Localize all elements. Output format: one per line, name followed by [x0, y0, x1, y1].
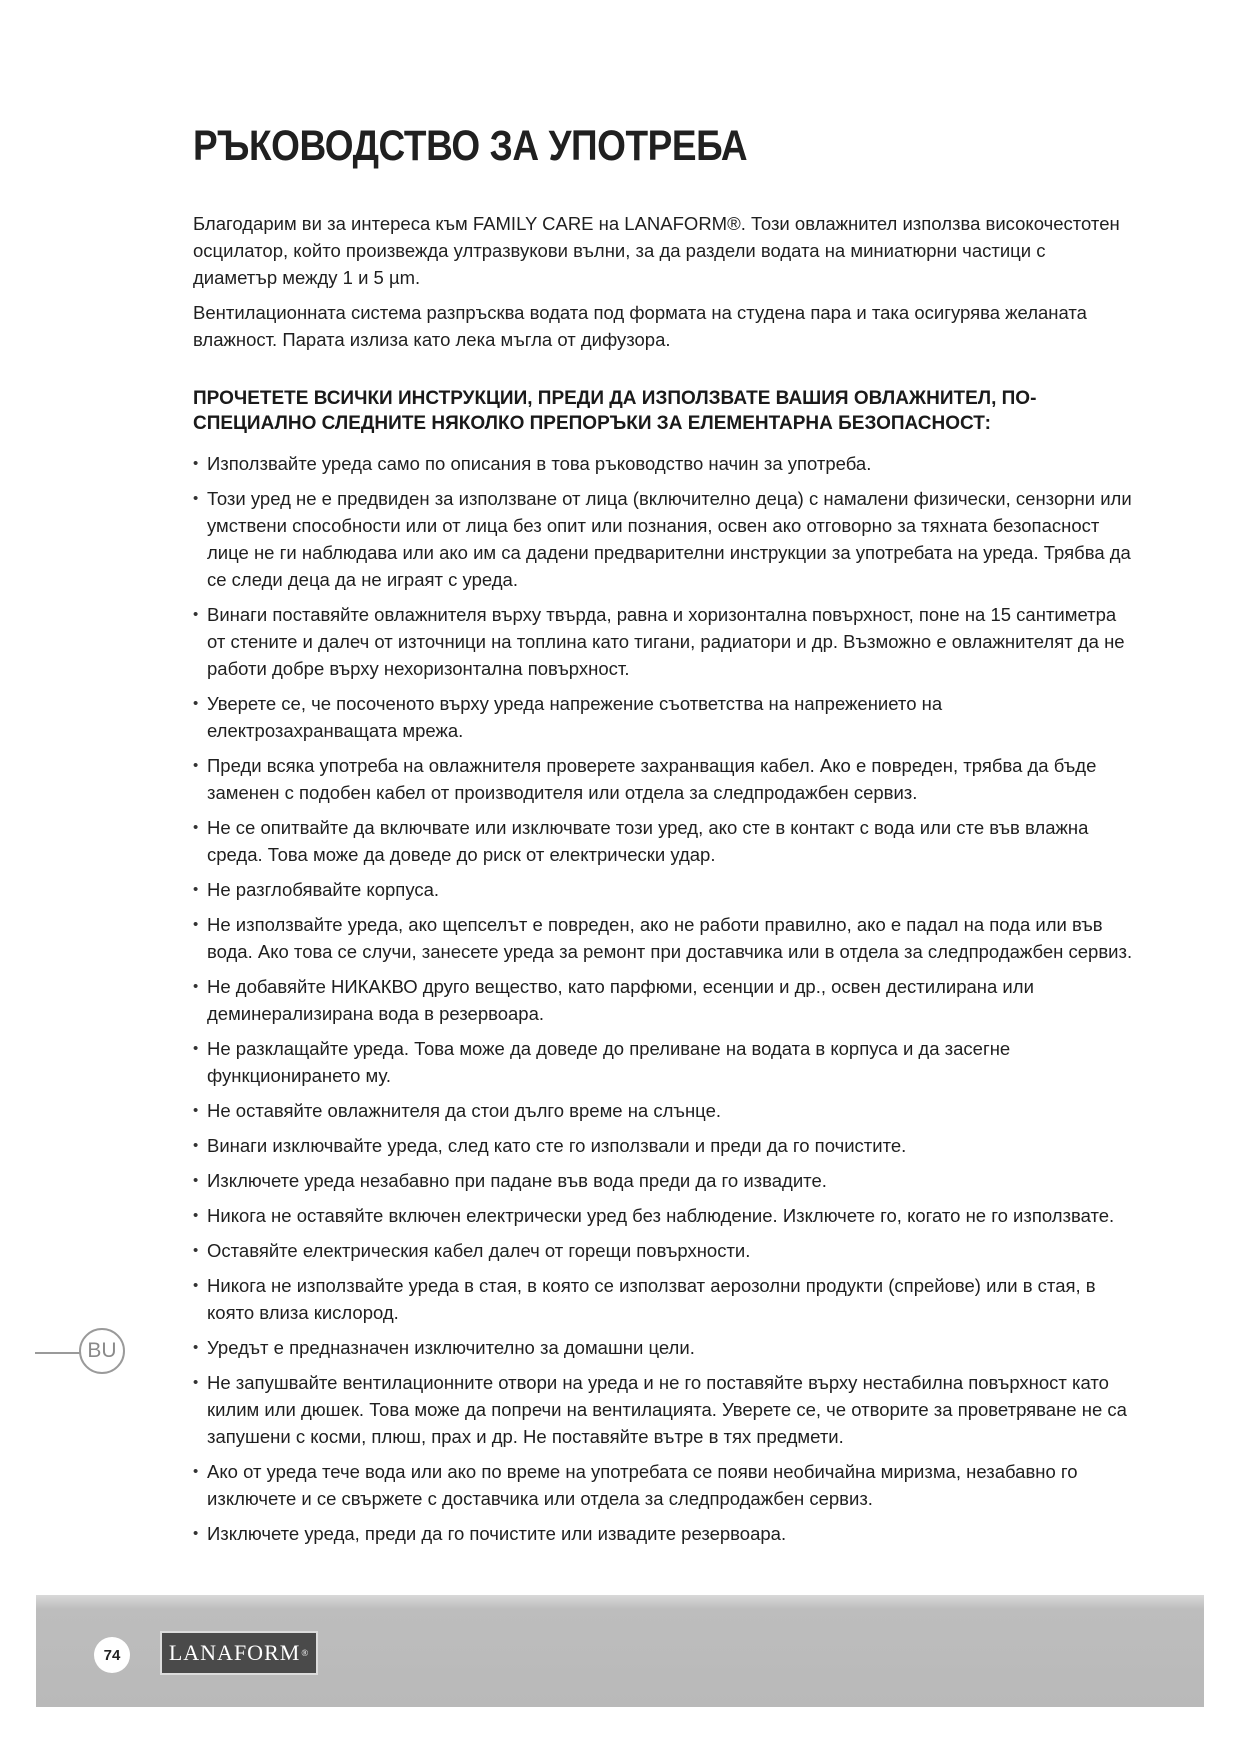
brand-name: LANAFORM: [168, 1640, 301, 1665]
safety-rule: • Не се опитвайте да включвате или изключвате този уред, ако сте в контакт с вода или сте във влажна среда. Това може да доведе до риск от електрически удар.: [193, 814, 1133, 868]
safety-rule: • Не използвайте уреда, ако щепселът е повреден, ако не работи правилно, ако е падал на пода или във вода. Ако това се случи, занесете уреда за ремонт при доставчика или в отдела за следпродажбен сервиз.: [193, 911, 1133, 965]
safety-rule: • Никога не оставяйте включен електрически уред без наблюдение. Изключете го, когато не го използвате.: [193, 1202, 1133, 1229]
intro-paragraph: Вентилационната система разпръсква водата под формата на студена пара и така осигурява желаната влажност. Парата излиза като лека мъгла от дифузора.: [193, 302, 1087, 350]
safety-rule: • Винаги изключвайте уреда, след като сте го използвали и преди да го почистите.: [193, 1132, 1133, 1159]
safety-rule: • Не оставяйте овлажнителя да стои дълго време на слънце.: [193, 1097, 1133, 1124]
language-tab: [35, 1328, 135, 1378]
safety-rule: • Уредът е предназначен изключително за домашни цели.: [193, 1334, 1133, 1361]
intro-paragraph: Благодарим ви за интереса към FAMILY CARE на LANAFORM®. Този овлажнител използва високочестотен осцилатор, който произвежда ултразвукови вълни, за да раздели водата на миниатюрни частици с диаметър между 1 и 5 µm.: [193, 213, 1120, 288]
safety-rule: • Не разклащайте уреда. Това може да доведе до преливане на водата в корпуса и да засегне функционирането му.: [193, 1035, 1133, 1089]
safety-rule: • Не разглобявайте корпуса.: [193, 876, 1133, 903]
safety-heading: ПРОЧЕТЕТЕ ВСИЧКИ ИНСТРУКЦИИ, ПРЕДИ ДА ИЗПОЛЗВАТЕ ВАШИЯ ОВЛАЖНИТЕЛ, ПО-СПЕЦИАЛНО СЛЕДНИТЕ НЯКОЛКО ПРЕПОРЪКИ ЗА ЕЛЕМЕНТАРНА БЕЗОПАСНОСТ:: [193, 388, 1037, 434]
intro-section: [193, 210, 1133, 353]
document-body: [193, 210, 1133, 1555]
page-number: 74: [94, 1637, 130, 1673]
safety-rule: • Никога не използвайте уреда в стая, в която се използват аерозолни продукти (спрейове) или в стая, в която влиза кислород.: [193, 1272, 1133, 1326]
safety-rule: • Преди всяка употреба на овлажнителя проверете захранващия кабел. Ако е повреден, трябва да бъде заменен с подобен кабел от производителя или отдела за следпродажбен сервиз.: [193, 752, 1133, 806]
safety-rule: • Този уред не е предвиден за използване от лица (включително деца) с намалени физически, сензорни или умствени способности или от лица без опит или познания, освен ако отговорно за тяхната безопасност лице не ги наблюдава или ако им са дадени предварителни инструкции за употребата на уреда. Трябва да се следи деца да не играят с уреда.: [193, 485, 1133, 593]
safety-rule: • Уверете се, че посоченото върху уреда напрежение съответства на напрежението на електрозахранващата мрежа.: [193, 690, 1133, 744]
safety-rule: • Винаги поставяйте овлажнителя върху твърда, равна и хоризонтална повърхност, поне на 15 сантиметра от стените и далеч от източници на топлина като тигани, радиатори и др. Възможно е овлажнителят да не работи добре върху нехоризонтална повърхност.: [193, 601, 1133, 682]
safety-rule: • Изключете уреда незабавно при падане във вода преди да го извадите.: [193, 1167, 1133, 1194]
safety-rules-list: [193, 450, 1133, 1547]
safety-rule: • Оставяйте електрическия кабел далеч от горещи повърхности.: [193, 1237, 1133, 1264]
safety-rule: • Изключете уреда, преди да го почистите или извадите резервоара.: [193, 1520, 1133, 1547]
safety-rule: • Не добавяйте НИКАКВО друго вещество, като парфюми, есенции и др., освен дестилирана или деминерализирана вода в резервоара.: [193, 973, 1133, 1027]
page-title: РЪКОВОДСТВО ЗА УПОТРЕБА: [193, 122, 748, 170]
registered-mark: ®: [301, 1648, 310, 1658]
safety-rule: • Използвайте уреда само по описания в това ръководство начин за употреба.: [193, 450, 1133, 477]
language-badge: BU: [79, 1328, 125, 1374]
footer-bar: [36, 1595, 1204, 1707]
safety-rule: • Ако от уреда тече вода или ако по време на употребата се появи необичайна миризма, незабавно го изключете и се свържете с доставчика или отдела за следпродажбен сервиз.: [193, 1458, 1133, 1512]
brand-logo: [160, 1631, 318, 1675]
safety-rule: • Не запушвайте вентилационните отвори на уреда и не го поставяйте върху нестабилна повърхност като килим или дюшек. Това може да попречи на вентилацията. Уверете се, че отворите за проветряване не са запушени с косми, плюш, прах и др. Не поставяйте вътре в тях предмети.: [193, 1369, 1133, 1450]
language-tab-line: [35, 1352, 80, 1354]
